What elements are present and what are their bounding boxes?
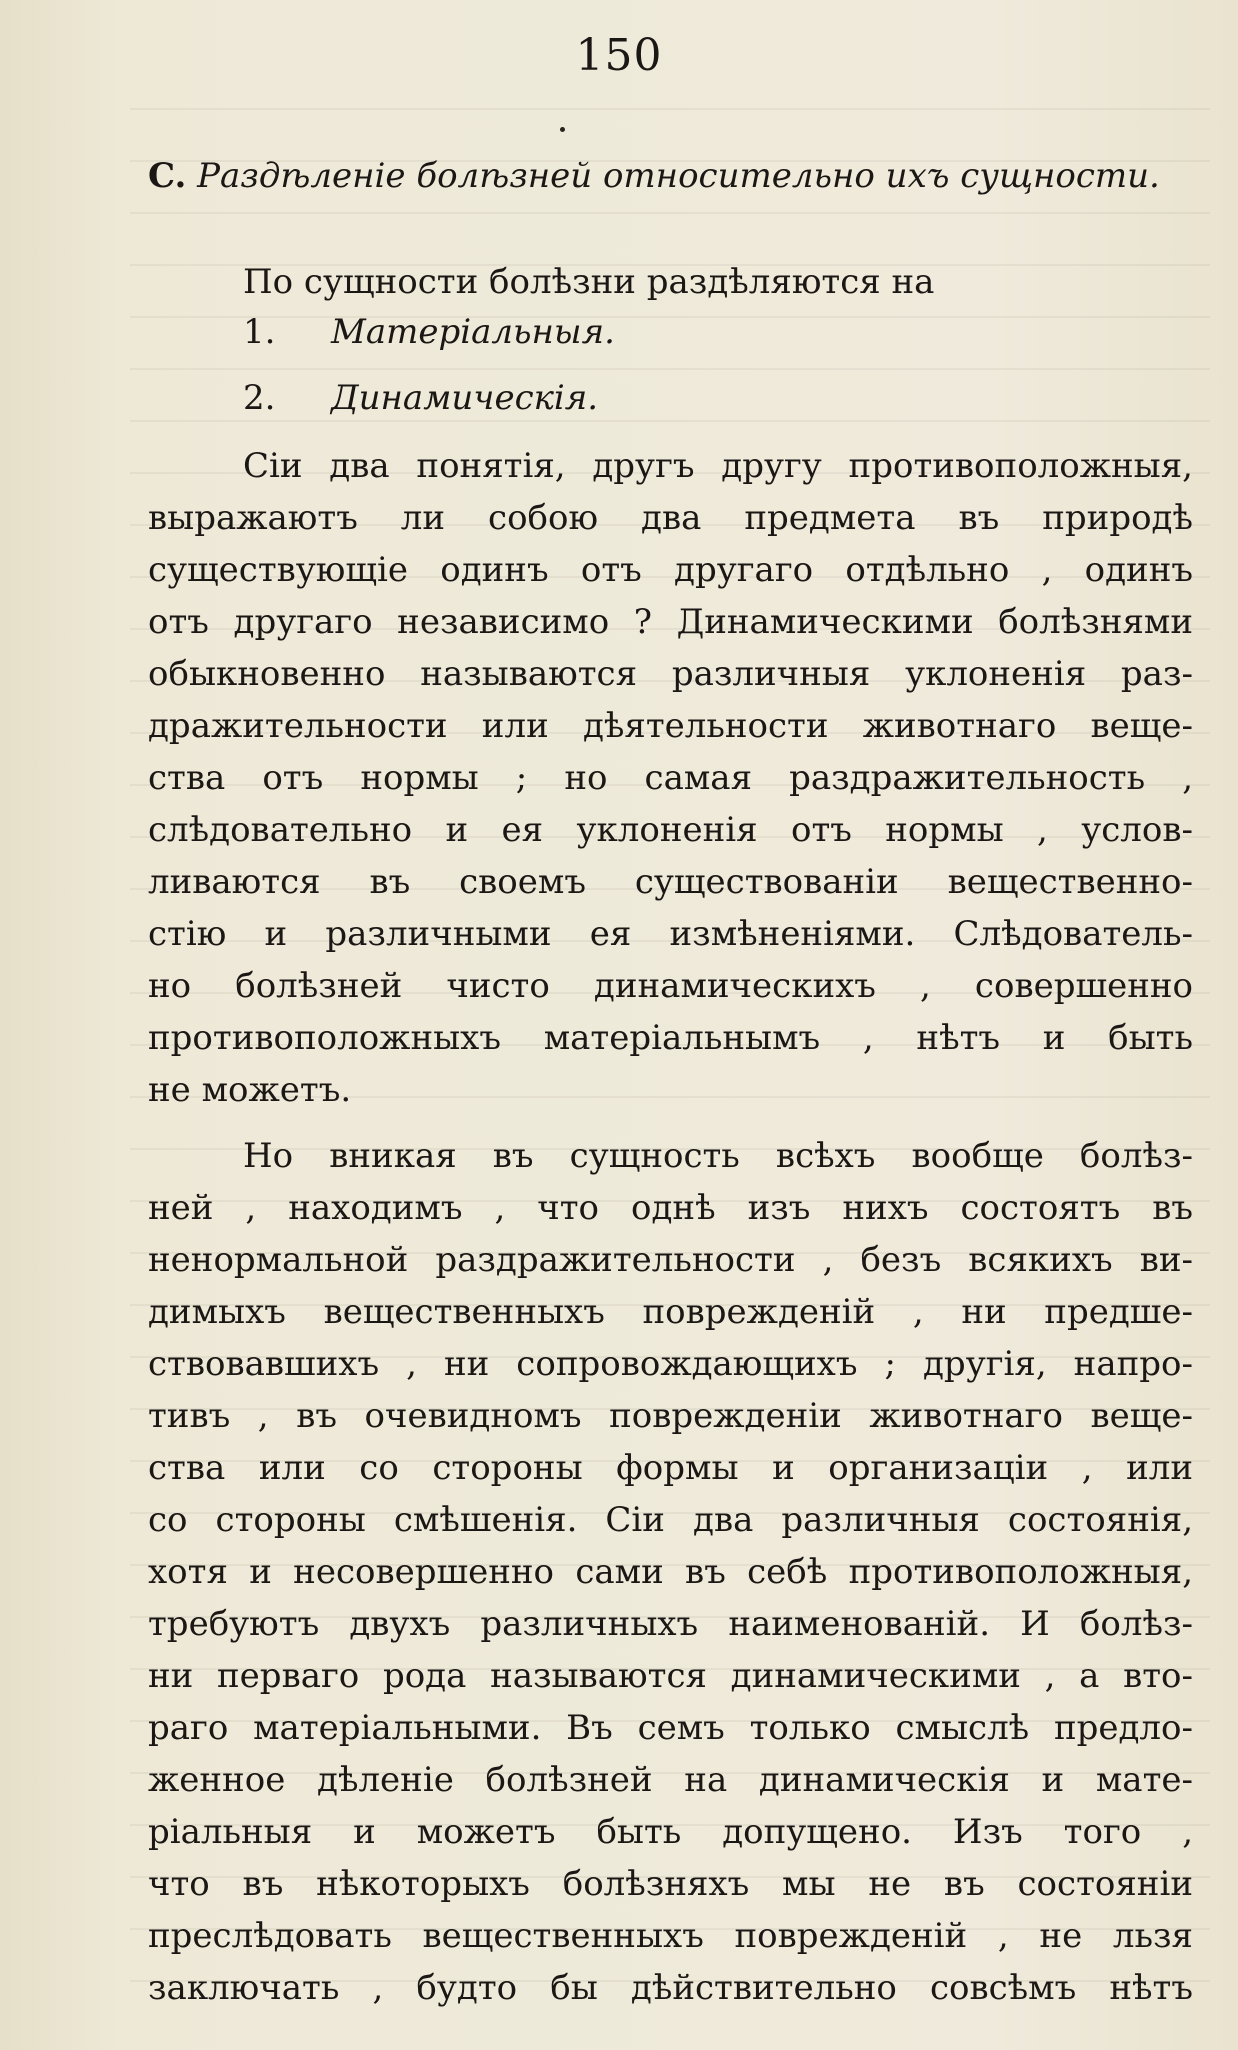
text-line: стію и различными ея измѣненіями. Слѣдователь-: [148, 914, 1193, 954]
text-line: хотя и несовершенно сами въ себѣ противоположныя,: [148, 1552, 1193, 1592]
section-letter: C.: [148, 156, 187, 196]
text-line: заключать , будто бы дѣйствительно совсѣмъ нѣтъ: [148, 1968, 1193, 2008]
list-item-number: 1.: [243, 312, 276, 352]
text-line: женное дѣленіе болѣзней на динамическія и мате-: [148, 1760, 1193, 1800]
text-line: дражительности или дѣятельности животнаго веще-: [148, 706, 1193, 746]
printer-dot: [560, 127, 565, 132]
text-line: ства или со стороны формы и организаціи , или: [148, 1448, 1193, 1488]
text-line: ства отъ нормы ; но самая раздражительность ,: [148, 758, 1193, 798]
intro-sentence: По сущности болѣзни раздѣляются на: [243, 262, 935, 302]
section-heading: [148, 150, 1160, 202]
list-item: [243, 372, 598, 424]
text-line: что въ нѣкоторыхъ болѣзняхъ мы не въ состояніи: [148, 1864, 1193, 1904]
text-line: ріальныя и можетъ быть допущено. Изъ того ,: [148, 1812, 1193, 1852]
text-line: существующіе одинъ отъ другаго отдѣльно , одинъ: [148, 550, 1193, 590]
text-line: димыхъ вещественныхъ поврежденій , ни предше-: [148, 1292, 1193, 1332]
list-item-label: Матеріальныя.: [331, 312, 615, 352]
text-line: обыкновенно называются различныя уклоненія раз-: [148, 654, 1193, 694]
list-item-number: 2.: [243, 378, 276, 418]
text-line: ней , находимъ , что однѣ изъ нихъ состоятъ въ: [148, 1188, 1193, 1228]
text-line: слѣдовательно и ея уклоненія отъ нормы , услов-: [148, 810, 1193, 850]
text-line: не можетъ.: [148, 1070, 352, 1110]
text-line: требуютъ двухъ различныхъ наименованій. И болѣз-: [148, 1604, 1193, 1644]
list-item-label: Динамическія.: [331, 378, 599, 418]
page-number: 150: [575, 30, 663, 81]
text-line: но болѣзней чисто динамическихъ , совершенно: [148, 966, 1193, 1006]
text-line: выражаютъ ли собою два предмета въ природѣ: [148, 498, 1193, 538]
text-line: ливаются въ своемъ существованіи вещественно-: [148, 862, 1193, 902]
text-line: противоположныхъ матеріальнымъ , нѣтъ и быть: [148, 1018, 1193, 1058]
section-title: Раздѣленіе болѣзней относительно ихъ сущности.: [197, 156, 1160, 196]
text-line: тивъ , въ очевидномъ поврежденіи животнаго веще-: [148, 1396, 1193, 1436]
list-item: [243, 306, 615, 358]
text-line: Но вникая въ сущность всѣхъ вообще болѣз-: [243, 1136, 1193, 1176]
text-line: ни перваго рода называются динамическими , а вто-: [148, 1656, 1193, 1696]
text-line: раго матеріальными. Въ семъ только смыслѣ предло-: [148, 1708, 1193, 1748]
text-line: преслѣдовать вещественныхъ поврежденій , не льзя: [148, 1916, 1193, 1956]
text-line: Сіи два понятія, другъ другу противоположныя,: [243, 446, 1193, 486]
text-line: со стороны смѣшенія. Сіи два различныя состоянія,: [148, 1500, 1193, 1540]
text-line: ствовавшихъ , ни сопровождающихъ ; другія, напро-: [148, 1344, 1193, 1384]
text-line: отъ другаго независимо ? Динамическими болѣзнями: [148, 602, 1193, 642]
text-line: ненормальной раздражительности , безъ всякихъ ви-: [148, 1240, 1193, 1280]
